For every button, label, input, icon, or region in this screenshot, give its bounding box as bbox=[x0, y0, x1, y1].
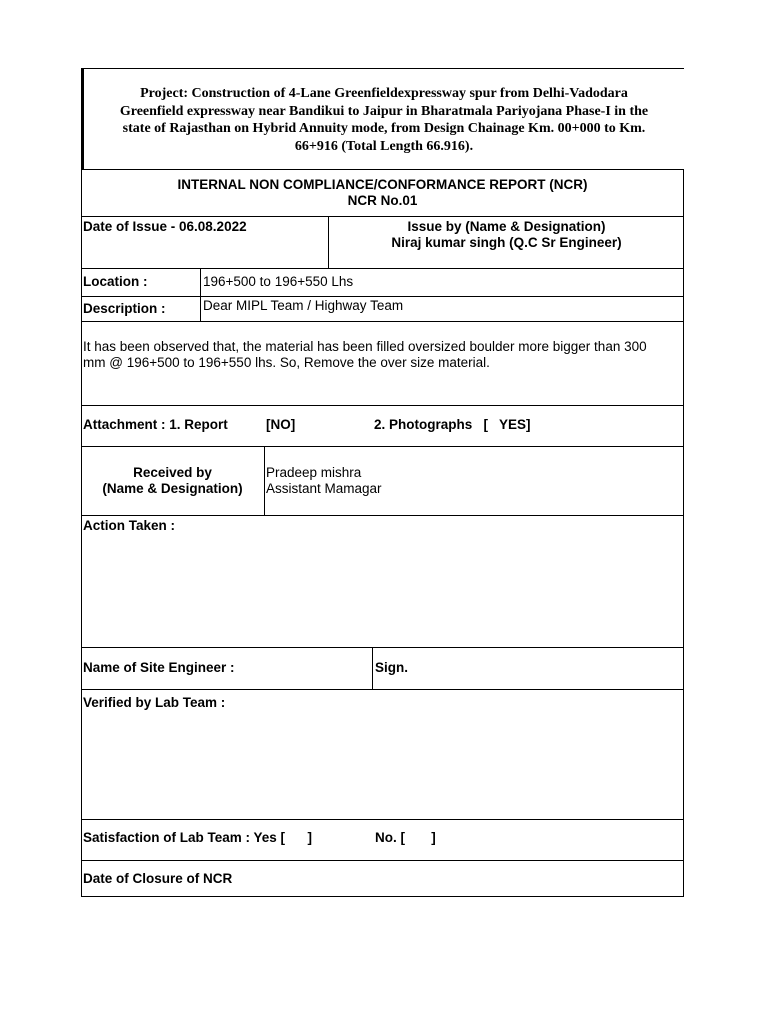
row-divider bbox=[81, 515, 684, 516]
report-title: INTERNAL NON COMPLIANCE/CONFORMANCE REPORT (NCR) bbox=[177, 177, 588, 192]
attachment-report-value: [NO] bbox=[266, 417, 296, 432]
project-line-4: 66+916 (Total Length 66.916). bbox=[294, 138, 474, 154]
received-by-label: Received by bbox=[133, 465, 212, 480]
date-of-issue: Date of Issue - 06.08.2022 bbox=[83, 219, 247, 234]
observation-line-2: mm @ 196+500 to 196+550 lhs. So, Remove the over size material. bbox=[83, 355, 490, 370]
site-engineer-label: Name of Site Engineer : bbox=[83, 660, 235, 675]
verified-by-label: Verified by Lab Team : bbox=[83, 695, 226, 710]
description-value: Dear MIPL Team / Highway Team bbox=[203, 298, 404, 313]
satisfaction-no-label: No. [ ] bbox=[375, 830, 436, 845]
row-divider bbox=[81, 268, 684, 269]
col-divider bbox=[372, 647, 373, 689]
project-line-3: state of Rajasthan on Hybrid Annuity mode, from Design Chainage Km. 00+000 to Km. bbox=[122, 121, 646, 136]
description-label: Description : bbox=[83, 301, 166, 316]
satisfaction-label: Satisfaction of Lab Team : Yes [ ] bbox=[83, 830, 313, 845]
row-divider bbox=[81, 860, 684, 861]
location-value: 196+500 to 196+550 Lhs bbox=[203, 274, 354, 289]
project-line-1: Project: Construction of 4-Lane Greenfieldexpressway spur from Delhi-Vadodara bbox=[140, 86, 628, 101]
closure-label: Date of Closure of NCR bbox=[83, 871, 233, 886]
row-divider bbox=[81, 446, 684, 447]
observation-line-1: It has been observed that, the material has been filled oversized boulder more bigger than 300 bbox=[83, 339, 647, 354]
project-line-2: Greenfield expressway near Bandikui to Jaipur in Bharatmala Pariyojana Phase-I in the bbox=[119, 103, 649, 119]
received-by-label-block bbox=[81, 465, 264, 497]
project-header-text bbox=[84, 85, 684, 155]
row-divider bbox=[81, 819, 684, 820]
row-divider bbox=[81, 296, 684, 297]
ncr-number: NCR No.01 bbox=[347, 193, 418, 208]
received-by-sublabel: (Name & Designation) bbox=[102, 481, 243, 496]
row-divider bbox=[81, 647, 684, 648]
issued-by-value: Niraj kumar singh (Q.C Sr Engineer) bbox=[391, 235, 622, 250]
row-divider bbox=[81, 216, 684, 217]
col-divider bbox=[264, 446, 265, 515]
row-divider bbox=[81, 689, 684, 690]
col-divider bbox=[200, 268, 201, 321]
issued-by-label: Issue by (Name & Designation) bbox=[407, 219, 606, 234]
receiver-designation: Assistant Mamagar bbox=[266, 481, 382, 496]
received-by-value-block bbox=[266, 465, 666, 497]
row-divider bbox=[81, 321, 684, 322]
action-taken-label: Action Taken : bbox=[83, 518, 176, 533]
row-divider bbox=[81, 405, 684, 406]
attachment-photographs: 2. Photographs [ YES] bbox=[374, 417, 531, 432]
issued-by-block bbox=[329, 219, 684, 251]
report-title-block bbox=[81, 177, 684, 209]
location-label: Location : bbox=[83, 274, 148, 289]
attachment-label: Attachment : 1. Report bbox=[83, 417, 228, 432]
observation-text bbox=[83, 339, 681, 371]
sign-label: Sign. bbox=[375, 660, 408, 675]
receiver-name: Pradeep mishra bbox=[266, 465, 362, 480]
